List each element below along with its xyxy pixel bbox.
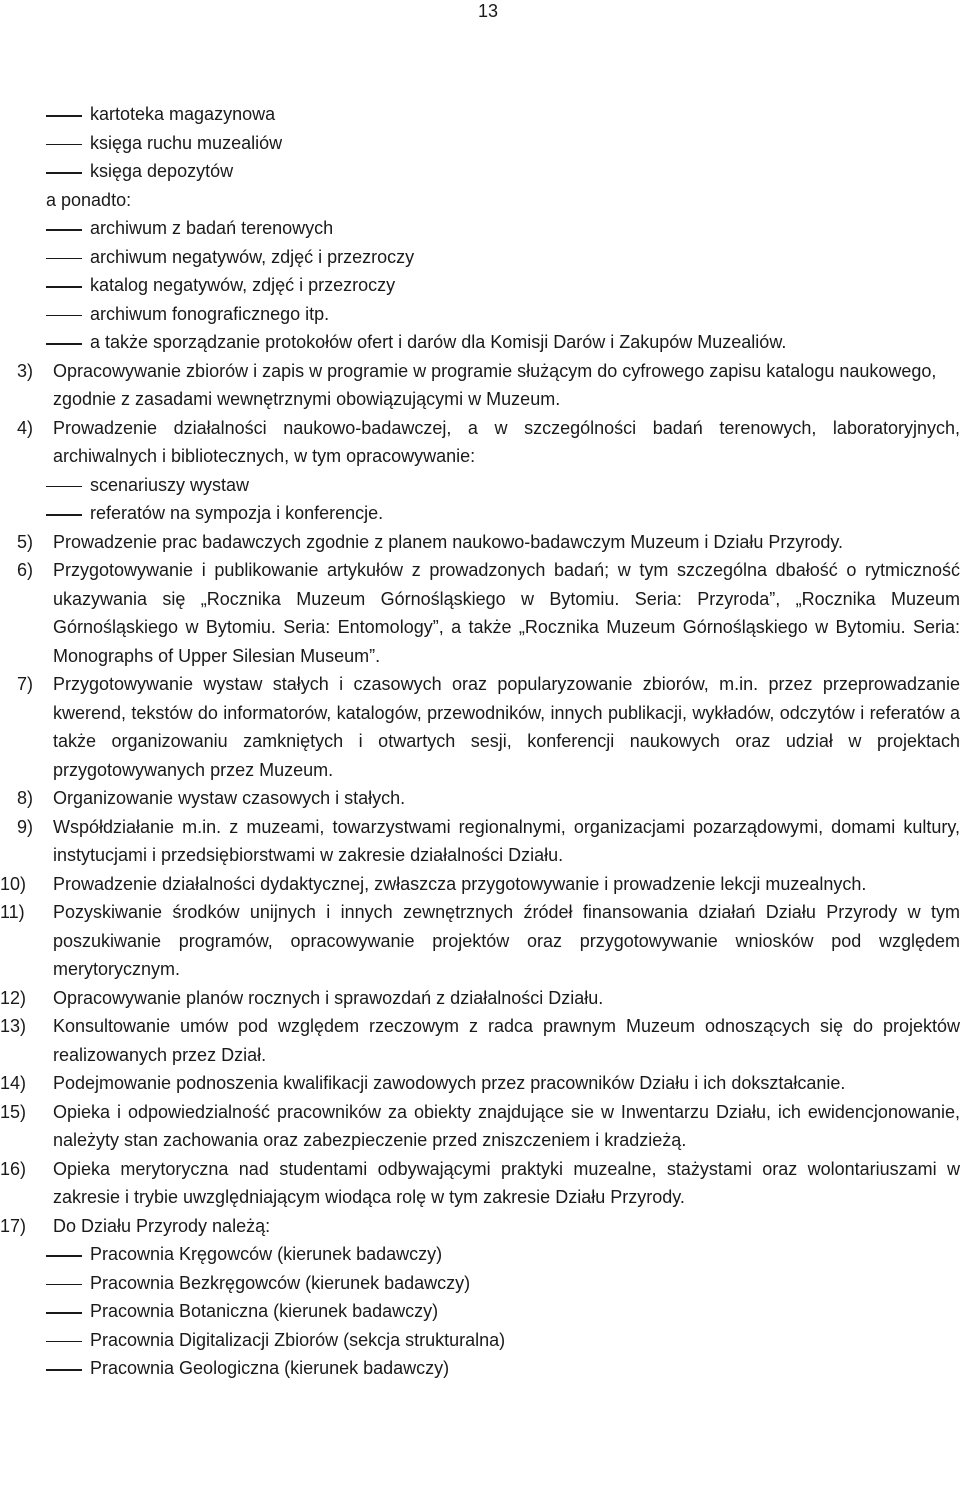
list-item: referatów na sympozja i konferencje. xyxy=(90,503,384,523)
numbered-item-16: 16) Opieka merytoryczna nad studentami odbywającymi praktyki muzealne, stażystami oraz wolontariuszami w zakresie i trybie uwzględniającym wiodąca rolę w tym zakresie Działu Przyrody. xyxy=(0,1158,960,1207)
page-number: 13 xyxy=(477,1,499,21)
list-item: archiwum negatywów, zdjęć i przezroczy xyxy=(90,246,415,267)
list-item: scenariuszy wystaw xyxy=(90,474,250,495)
document-body xyxy=(0,100,960,1383)
numbered-item-13: 13) Konsultowanie umów pod względem rzeczowym z radca prawnym Muzeum odnoszących się do projektów realizowanych przez Dział. xyxy=(0,1016,960,1065)
numbered-item-5: 5) Prowadzenie prac badawczych zgodnie z planem naukowo-badawczym Muzeum i Działu Przyrody. xyxy=(17,531,844,552)
list-item: Pracownia Bezkręgowców (kierunek badawczy) xyxy=(90,1272,471,1293)
list-item: Pracownia Geologiczna (kierunek badawczy) xyxy=(90,1358,450,1378)
list-item: archiwum fonograficznego itp. xyxy=(90,303,330,324)
list-item: katalog negatywów, zdjęć i przezroczy xyxy=(90,275,396,295)
list-item: księga depozytów xyxy=(90,161,234,181)
list-item: Pracownia Kręgowców (kierunek badawczy) xyxy=(90,1244,443,1264)
list-item: a także sporządzanie protokołów ofert i darów dla Komisji Darów i Zakupów Muzealiów. xyxy=(90,332,787,352)
numbered-item-4: 4) Prowadzenie działalności naukowo-badawczej, a w szczególności badań terenowych, laboratoryjnych, archiwalnych i bibliotecznych, w tym opracowywanie: xyxy=(17,417,960,466)
list-item: archiwum z badań terenowych xyxy=(90,218,334,238)
numbered-item-10: 10) Prowadzenie działalności dydaktycznej, zwłaszcza przygotowywanie i prowadzenie lekcji muzealnych. xyxy=(0,873,867,894)
numbered-item-12: 12) Opracowywanie planów rocznych i sprawozdań z działalności Działu. xyxy=(0,987,604,1008)
list-item: Pracownia Botaniczna (kierunek badawczy) xyxy=(90,1301,439,1321)
numbered-item-9: 9) Współdziałanie m.in. z muzeami, towarzystwami regionalnymi, organizacjami pozarządowymi, domami kultury, instytucjami i przedsiębiorstwami w zakresie działalności Działu. xyxy=(17,816,960,865)
ponadto-label: a ponadto: xyxy=(46,189,132,210)
numbered-item-14: 14) Podejmowanie podnoszenia kwalifikacji zawodowych przez pracowników Działu i ich dokształcanie. xyxy=(0,1073,846,1093)
numbered-item-8: 8) Organizowanie wystaw czasowych i stałych. xyxy=(17,788,406,808)
numbered-item-3: 3) Opracowywanie zbiorów i zapis w programie w programie służącym do cyfrowego zapisu katalogu naukowego, zgodnie z zasadami wewnętrznymi obowiązującymi w Muzeum. xyxy=(17,360,937,409)
numbered-item-7: 7) Przygotowywanie wystaw stałych i czasowych oraz popularyzowanie zbiorów, m.in. przez przeprowadzanie kwerend, tekstów do informatorów, katalogów, przewodników, innych publikacji, wykładów, odczytów i referatów a także organizowaniu zamkniętych i otwartych sesji, konferencji naukowych oraz udział w projektach przygotowywanych przez Muzeum. xyxy=(17,674,960,780)
numbered-item-17: 17) Do Działu Przyrody należą: xyxy=(0,1215,271,1236)
list-item: kartoteka magazynowa xyxy=(90,104,276,124)
list-item: księga ruchu muzealiów xyxy=(90,132,283,153)
list-item: Pracownia Digitalizacji Zbiorów (sekcja strukturalna) xyxy=(90,1329,506,1350)
numbered-item-15: 15) Opieka i odpowiedzialność pracowników za obiekty znajdujące sie w Inwentarzu Działu, ich ewidencjonowanie, należyty stan zachowania oraz zabezpieczenie przed zniszczeniem i kradzieżą. xyxy=(0,1101,960,1150)
numbered-item-6: 6) Przygotowywanie i publikowanie artykułów z prowadzonych badań; w tym szczególna dbałość o rytmiczność ukazywania się „Rocznika Muzeum Górnośląskiego w Bytomiu. Seria: Przyroda”, „Rocznika Muzeum Górnośląskiego w Bytomiu. Seria: Entomology”, a także „Rocznika Muzeum Górnośląskiego w Bytomiu. Seria: Monographs of Upper Silesian Museum”. xyxy=(17,560,960,666)
numbered-item-11: 11) Pozyskiwanie środków unijnych i innych zewnętrznych źródeł finansowania działań Działu Przyrody w tym poszukiwanie programów, opracowywanie projektów oraz przygotowywanie wniosków pod względem merytorycznym. xyxy=(0,902,960,979)
